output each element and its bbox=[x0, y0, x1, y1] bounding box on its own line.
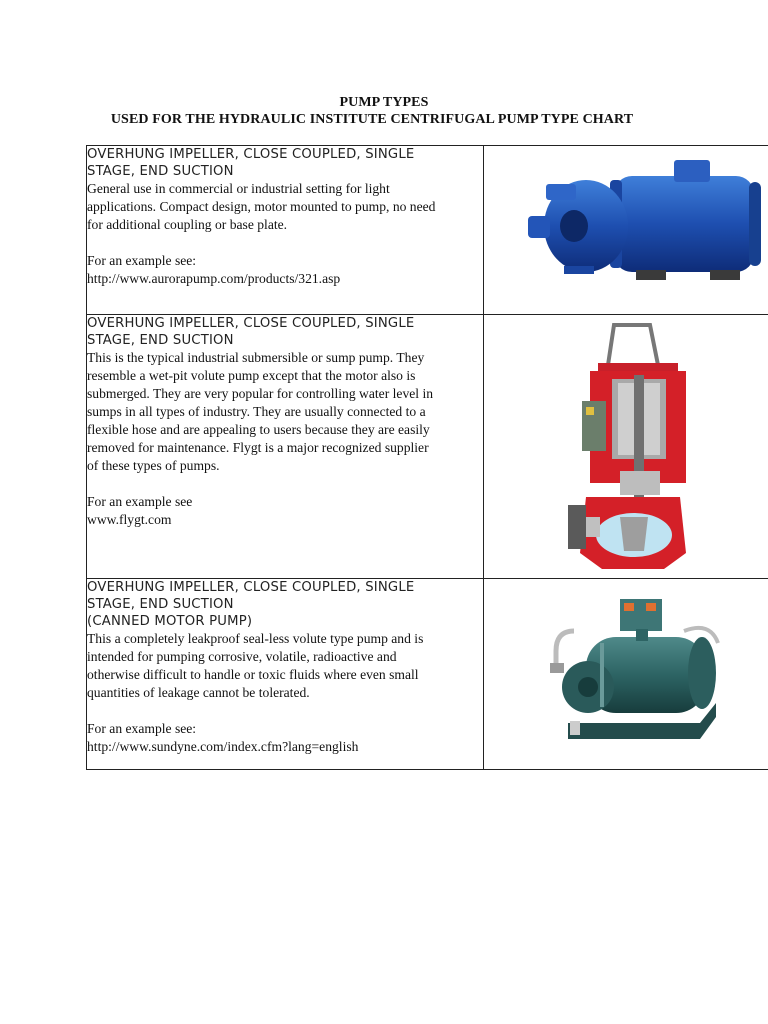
pump-description: General use in commercial or industrial setting for light applications. Compact design, motor mounted to pump, no need for additional coupling or base plate. For an example see: http://www.aurorapump.com/products/321.asp bbox=[87, 180, 483, 288]
page-subtitle: USED FOR THE HYDRAULIC INSTITUTE CENTRIFUGAL PUMP TYPE CHART bbox=[110, 112, 634, 127]
example-label: For an example see: bbox=[87, 721, 197, 736]
blue-close-coupled-pump-image bbox=[524, 154, 768, 306]
pump-description-cell bbox=[87, 146, 484, 315]
submersible-pump-cutaway-image bbox=[568, 321, 698, 575]
table-row bbox=[87, 579, 768, 770]
pump-image-cell bbox=[484, 146, 768, 315]
pump-image-cell bbox=[484, 579, 768, 770]
example-link[interactable]: www.flygt.com bbox=[87, 512, 172, 527]
pump-description-cell bbox=[87, 315, 484, 579]
pump-description-cell bbox=[87, 579, 484, 770]
pump-description: This a completely leakproof seal-less volute type pump and is intended for pumping corrosive, volatile, radioactive and otherwise difficult to handle or toxic fluids where even small quantities of leakage cannot be tolerated. For an example see: http://www.sundyne.com/index.cfm?lang=english bbox=[87, 630, 483, 756]
pump-heading: OVERHUNG IMPELLER, CLOSE COUPLED, SINGLE STAGE, END SUCTION (CANNED MOTOR PUMP) bbox=[87, 580, 415, 629]
pump-types-table bbox=[86, 145, 768, 770]
pump-image-cell bbox=[484, 315, 768, 579]
example-label: For an example see bbox=[87, 494, 193, 509]
example-link[interactable]: http://www.aurorapump.com/products/321.asp bbox=[87, 271, 341, 286]
pump-description: This is the typical industrial submersible or sump pump. They resemble a wet-pit volute pump except that the motor also is submerged. They are very popular for controlling water level in sumps in all types of industry. They are usually connected to a flexible hose and are appealing to users because they are easily removed for maintenance. Flygt is a major recognized supplier of these types of pumps. For an example see www.flygt.com bbox=[87, 349, 483, 529]
pump-heading: OVERHUNG IMPELLER, CLOSE COUPLED, SINGLE STAGE, END SUCTION bbox=[87, 147, 415, 179]
pump-heading: OVERHUNG IMPELLER, CLOSE COUPLED, SINGLE STAGE, END SUCTION bbox=[87, 316, 415, 348]
table-row bbox=[87, 146, 768, 315]
canned-motor-pump-image bbox=[550, 591, 734, 761]
table-row bbox=[87, 315, 768, 579]
example-link[interactable]: http://www.sundyne.com/index.cfm?lang=english bbox=[87, 739, 359, 754]
example-label: For an example see: bbox=[87, 253, 197, 268]
page-title: PUMP TYPES bbox=[339, 95, 429, 110]
